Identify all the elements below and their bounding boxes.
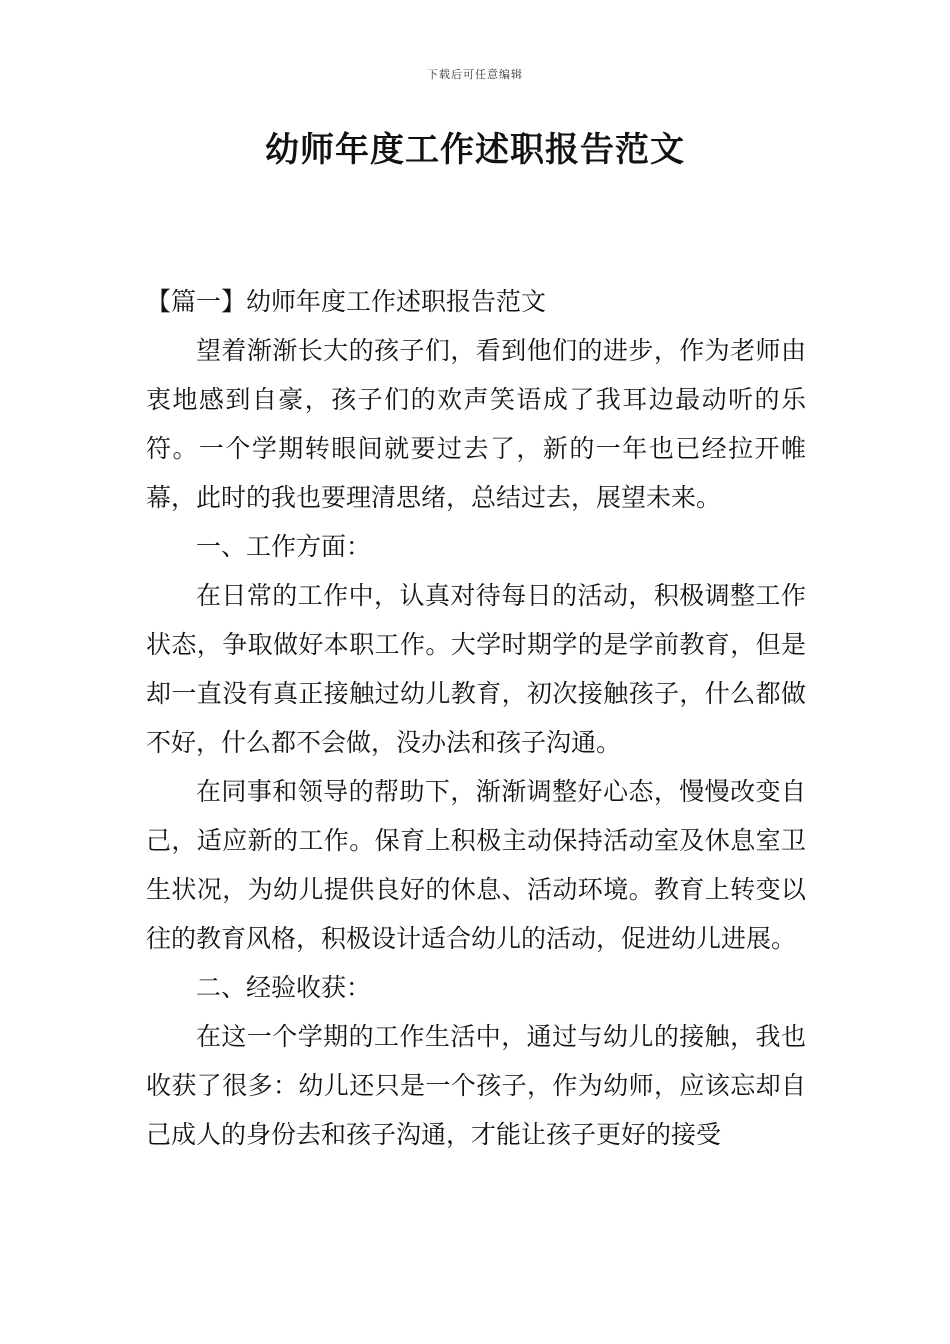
paragraph-work-daily: 在日常的工作中，认真对待每日的活动，积极调整工作状态，争取做好本职工作。大学时期学的是学前教育，但是却一直没有真正接触过幼儿教育，初次接触孩子，什么都做不好，什么都不会做，没办法和孩子沟通。	[146, 581, 806, 757]
paragraph-experience: 在这一个学期的工作生活中，通过与幼儿的接触，我也收获了很多：幼儿还只是一个孩子，作为幼师，应该忘却自己成人的身份去和孩子沟通，才能让孩子更好的接受	[146, 1022, 806, 1149]
subheading-work: 一、工作方面：	[196, 532, 372, 561]
header-note: 下载后可任意编辑	[427, 68, 523, 81]
subheading-experience: 二、经验收获：	[196, 973, 372, 1002]
document-title: 幼师年度工作述职报告范文	[265, 130, 685, 170]
section-heading: 【篇一】幼师年度工作述职报告范文	[146, 287, 547, 316]
paragraph-intro: 望着渐渐长大的孩子们，看到他们的进步，作为老师由衷地感到自豪，孩子们的欢声笑语成了我耳边最动听的乐符。一个学期转眼间就要过去了，新的一年也已经拉开帷幕，此时的我也要理清思绪，总结过去，展望未来。	[146, 336, 806, 512]
paragraph-work-adjust: 在同事和领导的帮助下，渐渐调整好心态，慢慢改变自己，适应新的工作。保育上积极主动保持活动室及休息室卫生状况，为幼儿提供良好的休息、活动环境。教育上转变以往的教育风格，积极设计适合幼儿的活动，促进幼儿进展。	[146, 777, 806, 953]
document-body	[146, 277, 806, 1159]
